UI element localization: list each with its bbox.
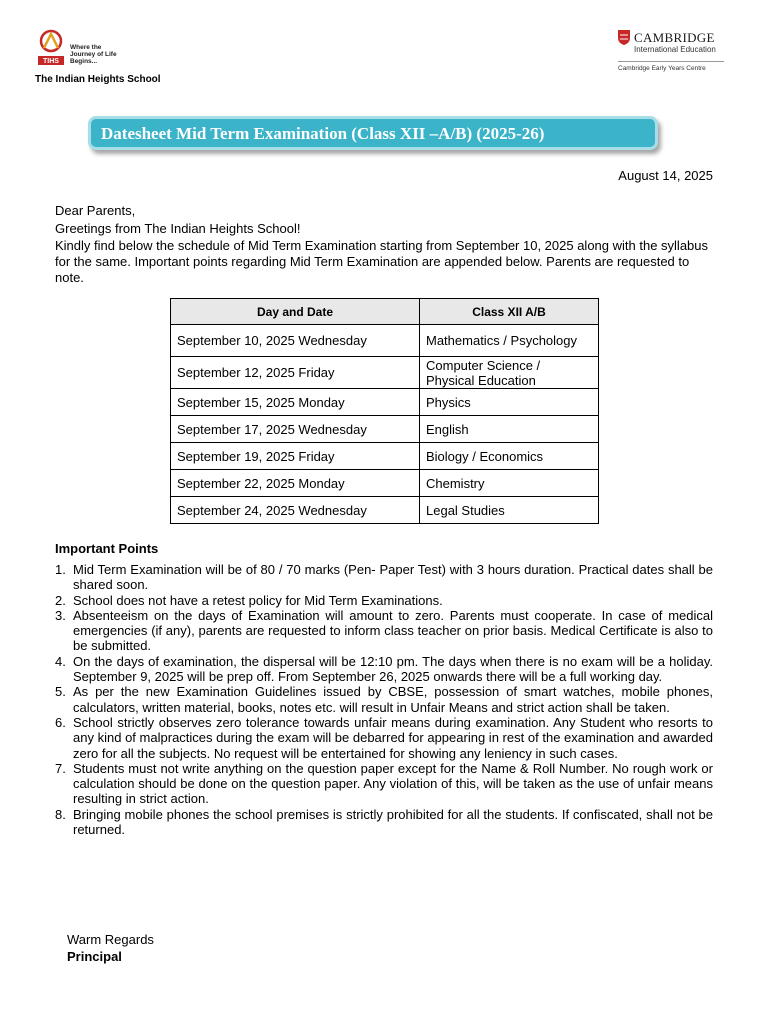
item-number: 7. (55, 760, 66, 776)
item-text: School does not have a retest policy for Mid Term Examinations. (73, 592, 443, 608)
salutation: Dear Parents, (55, 203, 136, 218)
day-cell: September 12, 2025 Friday (171, 357, 420, 389)
cambridge-divider (618, 61, 724, 62)
list-item (55, 715, 713, 761)
day-cell: September 19, 2025 Friday (171, 443, 420, 470)
cambridge-centre: Cambridge Early Years Centre (618, 65, 706, 72)
list-item (55, 593, 713, 608)
cambridge-brand: CAMBRIDGE (634, 30, 715, 45)
list-item (55, 761, 713, 807)
subject-cell: Biology / Economics (420, 443, 599, 470)
list-item (55, 562, 713, 593)
table-row (171, 325, 599, 357)
column-header-class: Class XII A/B (420, 299, 599, 325)
day-cell: September 17, 2025 Wednesday (171, 416, 420, 443)
item-number: 8. (55, 806, 66, 822)
school-emblem-icon (36, 28, 66, 66)
schedule-table (170, 298, 599, 524)
day-cell: September 22, 2025 Monday (171, 470, 420, 497)
intro-paragraph: Kindly find below the schedule of Mid Term Examination starting from September 10, 2025 along with the syllabus for the same. Important points regarding Mid Term Examination are appended below. Parents are requested to note. (55, 238, 709, 285)
greeting: Greetings from The Indian Heights School! (55, 221, 301, 236)
table-row (171, 470, 599, 497)
signature-block (67, 931, 154, 965)
table-row (171, 416, 599, 443)
subject-cell: English (420, 416, 599, 443)
day-cell: September 15, 2025 Monday (171, 389, 420, 416)
cambridge-shield-icon (618, 30, 630, 45)
column-header-date: Day and Date (171, 299, 420, 325)
item-text: As per the new Examination Guidelines issued by CBSE, possession of smart watches, mobile phones, calculators, written material, books, notes etc. will result in Unfair Means and strict action shall be taken. (73, 684, 713, 715)
table-row (171, 357, 599, 389)
subject-cell: Mathematics / Psychology (420, 325, 599, 357)
item-text: Students must not write anything on the question paper except for the Name & Roll Number. No rough work or calculation should be done on the question paper. Any violation of this, will be taken as the use of unfair means resulting in strict action. (73, 760, 713, 807)
table-row (171, 389, 599, 416)
day-cell: September 10, 2025 Wednesday (171, 325, 420, 357)
table-row (171, 497, 599, 524)
document-title: Datesheet Mid Term Examination (Class XII –A/B) (2025-26) (101, 124, 545, 143)
subject-cell: Computer Science / Physical Education (420, 357, 599, 389)
cambridge-logo (614, 28, 744, 78)
item-number: 5. (55, 684, 66, 700)
item-text: On the days of examination, the dispersal will be 12:10 pm. The days when there is no exam will be a holiday. September 9, 2025 will be prep off. From September 26, 2025 onwards there will be a full working day. (73, 653, 713, 685)
list-item (55, 684, 713, 715)
table-header-row (171, 299, 599, 325)
svg-text:TIHS: TIHS (43, 58, 59, 65)
important-points-list (55, 562, 713, 837)
item-text: Absenteeism on the days of Examination will amount to zero. Parents must cooperate. In case of medical emergencies (if any), parents are requested to inform class teacher on prior basis. Medical Certificate is also to be submitted. (73, 607, 713, 654)
list-item (55, 608, 713, 654)
subject-cell: Chemistry (420, 470, 599, 497)
table-row (171, 443, 599, 470)
important-points-heading: Important Points (55, 541, 159, 556)
item-text: Mid Term Examination will be of 80 / 70 marks (Pen- Paper Test) with 3 hours duration. Practical dates shall be shared soon. (73, 562, 713, 593)
day-cell: September 24, 2025 Wednesday (171, 497, 420, 524)
item-number: 4. (55, 653, 66, 669)
school-name: The Indian Heights School (35, 74, 161, 85)
school-tagline (70, 44, 117, 65)
cambridge-subtitle: International Education (634, 45, 716, 54)
signatory: Principal (67, 949, 122, 964)
letter-date: August 14, 2025 (618, 168, 713, 183)
school-logo (34, 26, 174, 88)
item-number: 2. (55, 592, 66, 608)
tagline-line-1: Where the (70, 44, 102, 51)
item-number: 1. (55, 562, 66, 577)
list-item (55, 654, 713, 685)
title-banner (88, 116, 658, 150)
item-number: 3. (55, 607, 66, 623)
item-text: School strictly observes zero tolerance towards unfair means during examination. Any Student who resorts to any kind of malpractices during the exam will be debarred for appearing in rest of the examination and awarded zero for all the subjects. No request will be entertained for showing any leniency in such cases. (73, 714, 713, 761)
closing: Warm Regards (67, 932, 154, 947)
subject-cell: Physics (420, 389, 599, 416)
item-number: 6. (55, 714, 66, 730)
list-item (55, 807, 713, 838)
tagline-line-3: Begins... (70, 58, 98, 65)
item-text: Bringing mobile phones the school premises is strictly prohibited for all the students. If confiscated, shall not be returned. (73, 806, 713, 838)
tagline-line-2: Journey of Life (70, 51, 117, 58)
subject-cell: Legal Studies (420, 497, 599, 524)
